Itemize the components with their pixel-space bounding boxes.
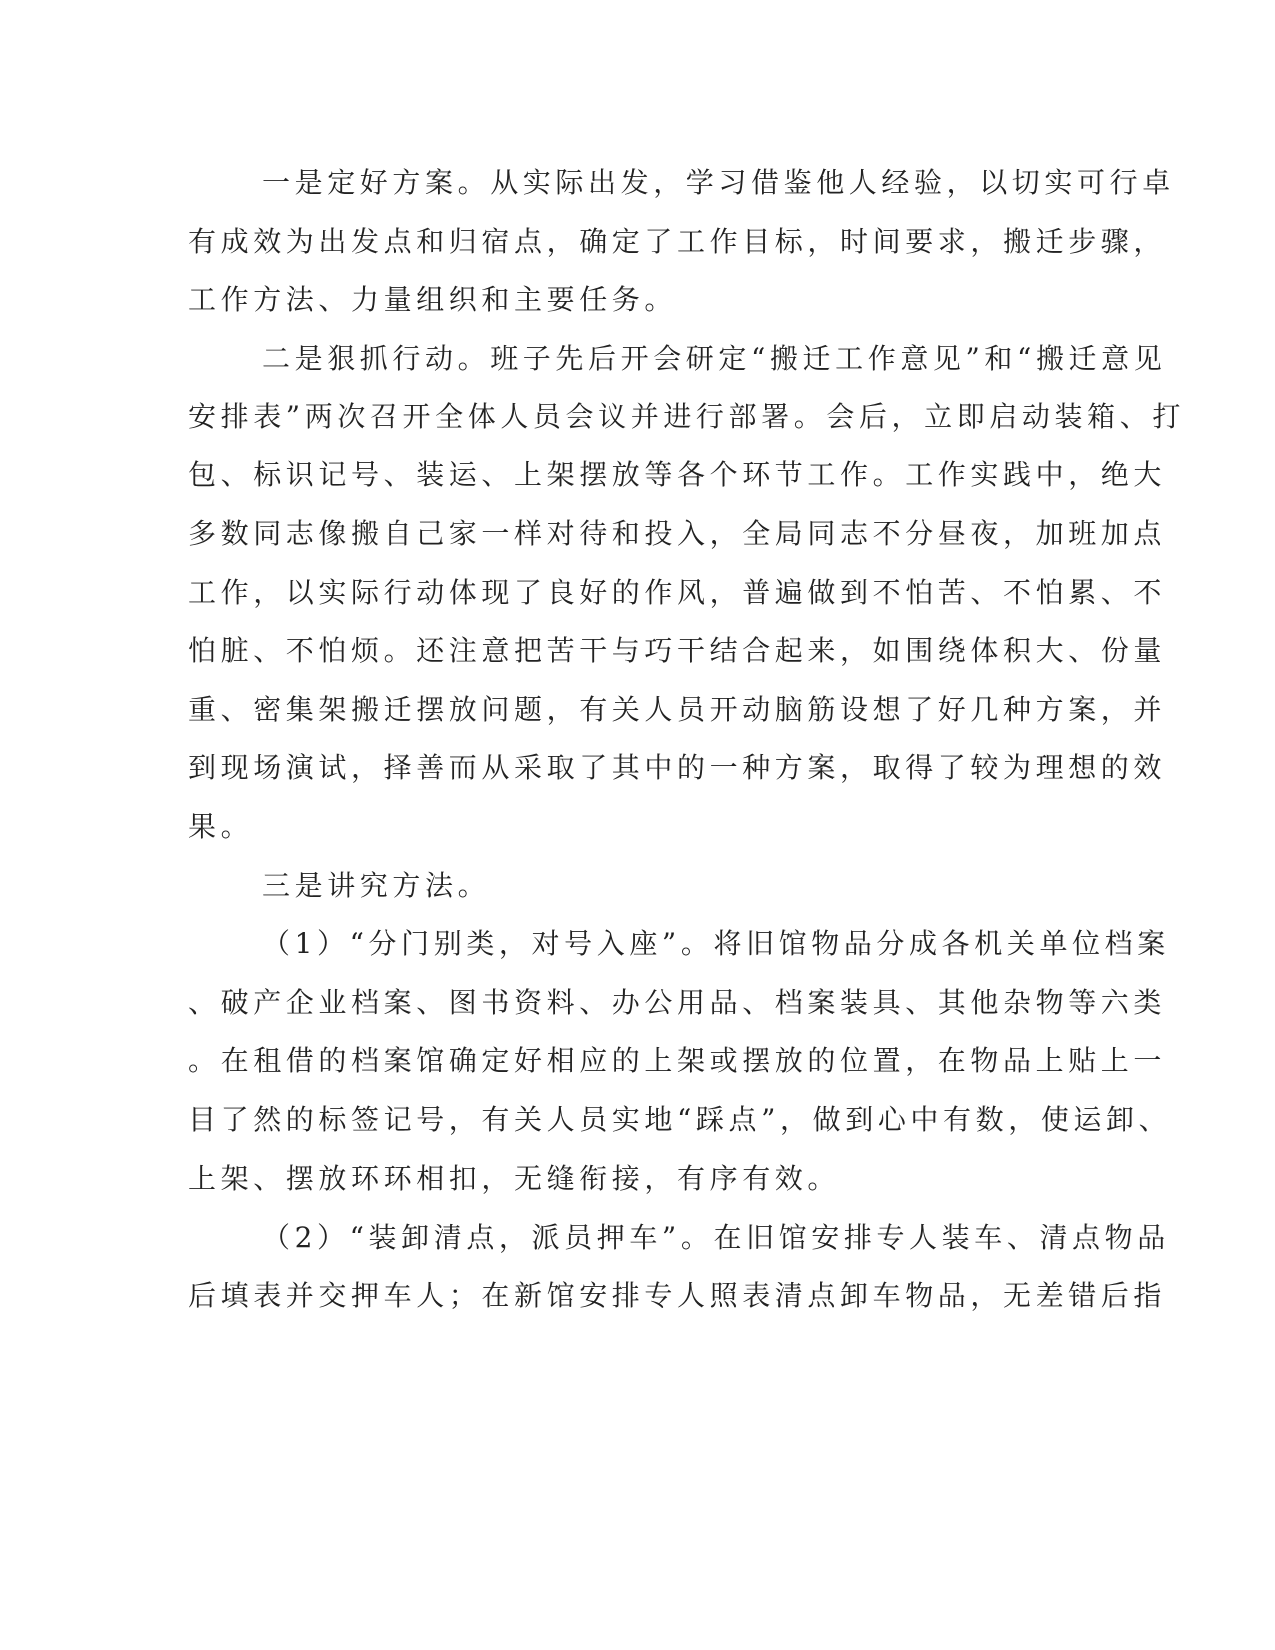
paragraph-1-line-1: 一是定好方案。从实际出发，学习借鉴他人经验，以切实可行卓 (262, 166, 1175, 199)
paragraph-1-line-3: 工作方法、力量组织和主要任务。 (188, 283, 678, 316)
paragraph-2-line-7: 重、密集架搬迁摆放问题，有关人员开动脑筋设想了好几种方案，并 (188, 693, 1167, 726)
paragraph-4-line-5: 上架、摆放环环相扣，无缝衔接，有序有效。 (188, 1162, 841, 1195)
paragraph-5-line-2: 后填表并交押车人；在新馆安排专人照表清点卸车物品，无差错后指 (188, 1279, 1167, 1312)
paragraph-4-line-1: （1）“分门别类，对号入座”。将旧馆物品分成各机关单位档案 (262, 927, 1170, 960)
paragraph-2-line-4: 多数同志像搬自己家一样对待和投入，全局同志不分昼夜，加班加点 (188, 517, 1167, 550)
paragraph-5-line-1: （2）“装卸清点，派员押车”。在旧馆安排专人装车、清点物品 (262, 1221, 1170, 1254)
paragraph-4-line-3: 。在租借的档案馆确定好相应的上架或摆放的位置，在物品上贴上一 (188, 1044, 1167, 1077)
paragraph-2-line-9: 果。 (188, 810, 254, 843)
paragraph-4-line-4: 目了然的标签记号，有关人员实地“踩点”，做到心中有数，使运卸、 (188, 1103, 1172, 1136)
paragraph-3-line-1: 三是讲究方法。 (262, 869, 491, 902)
paragraph-2-line-2: 安排表”两次召开全体人员会议并进行部署。会后，立即启动装箱、打 (188, 400, 1185, 433)
paragraph-2-line-3: 包、标识记号、装运、上架摆放等各个环节工作。工作实践中，绝大 (188, 458, 1167, 491)
paragraph-1-line-2: 有成效为出发点和归宿点，确定了工作目标，时间要求，搬迁步骤， (188, 225, 1167, 258)
paragraph-2-line-5: 工作，以实际行动体现了良好的作风，普遍做到不怕苦、不怕累、不 (188, 576, 1167, 609)
paragraph-4-line-2: 、破产企业档案、图书资料、办公用品、档案装具、其他杂物等六类 (188, 986, 1167, 1019)
paragraph-2-line-1: 二是狠抓行动。班子先后开会研定“搬迁工作意见”和“搬迁意见 (262, 342, 1167, 375)
paragraph-2-line-8: 到现场演试，择善而从采取了其中的一种方案，取得了较为理想的效 (188, 751, 1167, 784)
paragraph-2-line-6: 怕脏、不怕烦。还注意把苦干与巧干结合起来，如围绕体积大、份量 (188, 634, 1167, 667)
